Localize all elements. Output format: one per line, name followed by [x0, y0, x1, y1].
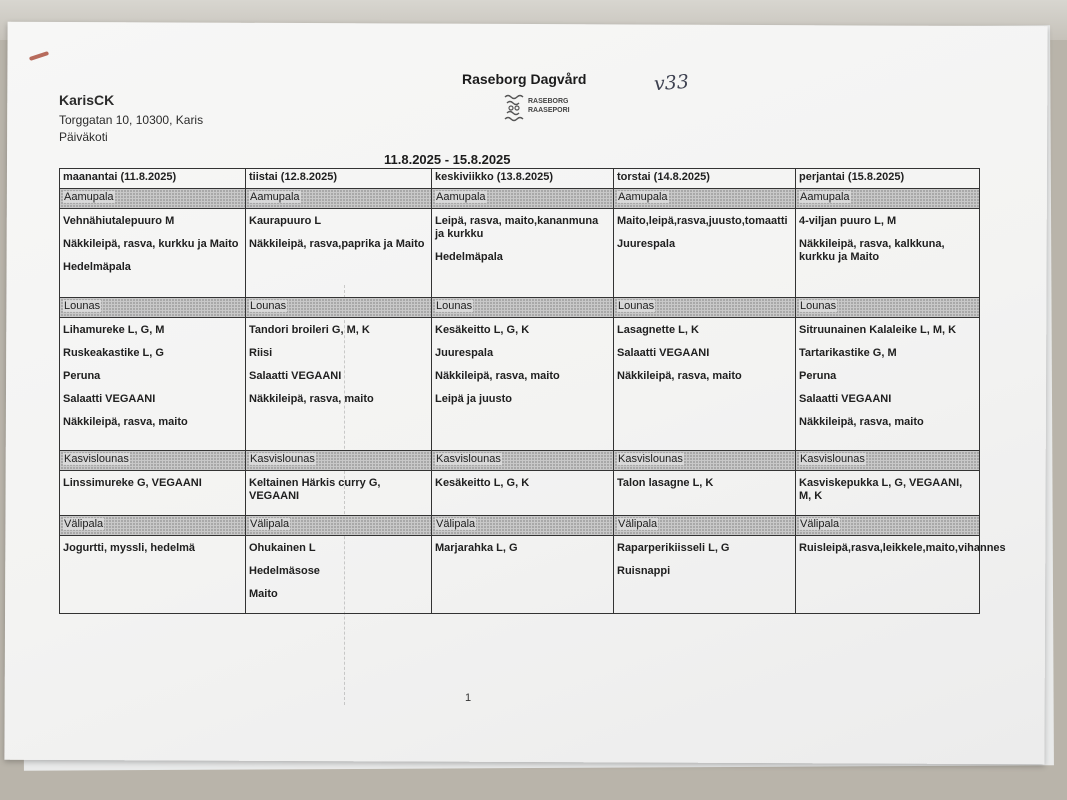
- meal-item: Sitruunainen Kalaleike L, M, K: [799, 324, 957, 336]
- meal-item: Hedelmäsose: [249, 565, 320, 577]
- meal-item: Jogurtti, myssli, hedelmä: [63, 542, 196, 554]
- meal-item: Hedelmäpala: [63, 261, 131, 273]
- section-label: Aamupala: [64, 191, 114, 203]
- section-header-cell: [796, 189, 980, 209]
- section-header-cell: [614, 189, 796, 209]
- meal-item: Leipä, rasva, maito,kananmuna ja kurkku: [435, 215, 599, 240]
- section-label: Aamupala: [436, 191, 486, 203]
- meal-cell: [246, 318, 432, 451]
- meal-cell: [614, 318, 796, 451]
- document-title: Raseborg Dagvård: [462, 71, 587, 87]
- meal-item: Näkkileipä, rasva, maito: [249, 393, 374, 405]
- meal-item: Salaatti VEGAANI: [249, 370, 342, 382]
- meal-item: Linssimureke G, VEGAANI: [63, 477, 202, 489]
- section-header-cell: [796, 298, 980, 318]
- section-header-cell: [614, 298, 796, 318]
- meal-item: Juurespala: [617, 238, 676, 250]
- org-name: KarisCK: [59, 92, 115, 108]
- meal-item: Maito: [249, 588, 278, 600]
- meal-item: Leipä ja juusto: [435, 393, 513, 405]
- section-header-row: [60, 451, 980, 471]
- meal-item: Talon lasagne L, K: [617, 477, 714, 489]
- meal-item: Ruisleipä,rasva,leikkele,maito,vihannes: [799, 542, 1006, 554]
- meal-cell: [60, 536, 246, 614]
- day-header-label: tiistai (12.8.2025): [249, 171, 338, 183]
- handwritten-note: v33: [653, 70, 690, 96]
- meal-item: Raparperikiisseli L, G: [617, 542, 730, 554]
- organization-block: [59, 92, 203, 144]
- meal-item: Näkkileipä, rasva, kurkku ja Maito: [63, 238, 239, 250]
- meal-item: 4-viljan puuro L, M: [799, 215, 897, 227]
- day-header: [246, 169, 432, 189]
- page-number: 1: [465, 692, 472, 704]
- meal-cell: [796, 318, 980, 451]
- meal-row: [60, 209, 980, 298]
- section-label: Kasvislounas: [250, 453, 315, 465]
- meal-cell: [432, 318, 614, 451]
- meal-cell: [796, 471, 980, 516]
- meal-item: Näkkileipä, rasva, maito: [799, 416, 924, 428]
- section-header-cell: [60, 298, 246, 318]
- day-header-label: perjantai (15.8.2025): [799, 171, 905, 183]
- section-label: Aamupala: [250, 191, 300, 203]
- section-header-row: [60, 298, 980, 318]
- section-label: Aamupala: [618, 191, 668, 203]
- meal-cell: [614, 471, 796, 516]
- meal-item: Kaurapuuro L: [249, 215, 322, 227]
- meal-item: Salaatti VEGAANI: [799, 393, 892, 405]
- meal-item: Ohukainen L: [249, 542, 316, 554]
- raseborg-logo-icon: [503, 93, 525, 123]
- meal-cell: [614, 536, 796, 614]
- day-header-label: keskiviikko (13.8.2025): [435, 171, 554, 183]
- section-header-cell: [432, 189, 614, 209]
- section-label: Lounas: [800, 300, 837, 312]
- section-header-cell: [246, 298, 432, 318]
- meal-cell: [796, 536, 1006, 614]
- section-label: Lounas: [250, 300, 287, 312]
- section-header-row: [60, 516, 980, 536]
- section-label: Välipala: [618, 518, 658, 530]
- raseborg-logo: [503, 93, 573, 125]
- meal-item: Salaatti VEGAANI: [63, 393, 156, 405]
- meal-cell: [432, 209, 614, 298]
- section-label: Aamupala: [800, 191, 850, 203]
- section-header-cell: [246, 189, 432, 209]
- meal-item: Maito,leipä,rasva,juusto,tomaatti: [617, 215, 788, 227]
- section-header-cell: [432, 298, 614, 318]
- meal-item: Ruskeakastike L, G: [63, 347, 164, 359]
- day-header-label: torstai (14.8.2025): [617, 171, 710, 183]
- meal-item: Ruisnappi: [617, 565, 671, 577]
- day-header-row: [60, 169, 980, 189]
- section-header-cell: [796, 516, 980, 536]
- meal-item: Näkkileipä, rasva, maito: [435, 370, 560, 382]
- section-label: Lounas: [618, 300, 655, 312]
- meal-item: Juurespala: [435, 347, 494, 359]
- meal-item: Salaatti VEGAANI: [617, 347, 710, 359]
- meal-item: Näkkileipä, rasva, maito: [63, 416, 188, 428]
- meal-item: Kasviskepukka L, G, VEGAANI, M, K: [799, 477, 963, 502]
- meal-item: Keltainen Härkis curry G, VEGAANI: [249, 477, 381, 502]
- section-header-cell: [796, 451, 980, 471]
- section-header-cell: [246, 451, 432, 471]
- day-header: [614, 169, 796, 189]
- section-label: Kasvislounas: [436, 453, 501, 465]
- day-header: [796, 169, 980, 189]
- meal-row: [60, 318, 980, 451]
- section-label: Kasvislounas: [800, 453, 865, 465]
- meal-cell: [60, 209, 246, 298]
- section-header-row: [60, 189, 980, 209]
- section-header-cell: [60, 451, 246, 471]
- meal-item: Peruna: [799, 370, 837, 382]
- section-header-cell: [246, 516, 432, 536]
- meal-item: Tartarikastike G, M: [799, 347, 897, 359]
- meal-item: Hedelmäpala: [435, 251, 503, 263]
- section-label: Välipala: [436, 518, 476, 530]
- meal-item: Marjarahka L, G: [435, 542, 518, 554]
- meal-cell: [614, 209, 796, 298]
- meal-cell: [246, 209, 432, 298]
- section-label: Kasvislounas: [618, 453, 683, 465]
- day-header: [60, 169, 246, 189]
- section-header-cell: [614, 516, 796, 536]
- logo-text-2: RAASEPORI: [528, 107, 570, 114]
- section-header-cell: [614, 451, 796, 471]
- meal-cell: [246, 536, 432, 614]
- section-header-cell: [432, 451, 614, 471]
- section-label: Välipala: [64, 518, 104, 530]
- meal-item: Näkkileipä, rasva, maito: [617, 370, 742, 382]
- meal-row: [60, 471, 980, 516]
- day-header: [432, 169, 614, 189]
- meal-cell: [432, 536, 614, 614]
- section-header-cell: [60, 516, 246, 536]
- meal-item: Lasagnette L, K: [617, 324, 699, 336]
- section-header-cell: [60, 189, 246, 209]
- meal-item: Riisi: [249, 347, 273, 359]
- org-address: Torggatan 10, 10300, Karis: [59, 113, 204, 127]
- section-label: Välipala: [250, 518, 290, 530]
- section-header-cell: [432, 516, 614, 536]
- section-label: Lounas: [436, 300, 473, 312]
- meal-item: Kesäkeitto L, G, K: [435, 324, 530, 336]
- meal-item: Lihamureke L, G, M: [63, 324, 165, 336]
- meal-item: Tandori broileri G, M, K: [249, 324, 370, 336]
- meal-row: [60, 536, 980, 614]
- menu-period: 11.8.2025 - 15.8.2025: [384, 152, 511, 167]
- logo-text: [528, 97, 570, 115]
- section-label: Lounas: [64, 300, 101, 312]
- meal-cell: [432, 471, 614, 516]
- section-label: Välipala: [800, 518, 840, 530]
- meal-cell: [60, 471, 246, 516]
- logo-text-1: RASEBORG: [528, 98, 569, 105]
- meal-cell: [246, 471, 432, 516]
- meal-item: Vehnähiutalepuuro M: [63, 215, 175, 227]
- meal-cell: [60, 318, 246, 451]
- meal-item: Näkkileipä, rasva,paprika ja Maito: [249, 238, 425, 250]
- day-header-label: maanantai (11.8.2025): [63, 171, 177, 183]
- meal-item: Peruna: [63, 370, 101, 382]
- meal-item: Kesäkeitto L, G, K: [435, 477, 530, 489]
- section-label: Kasvislounas: [64, 453, 129, 465]
- menu-table: [59, 168, 1006, 614]
- menu-table-body: [60, 169, 1006, 614]
- meal-item: Näkkileipä, rasva, kalkkuna, kurkku ja Maito: [799, 238, 945, 263]
- meal-cell: [796, 209, 980, 298]
- org-type: Päiväkoti: [59, 130, 108, 144]
